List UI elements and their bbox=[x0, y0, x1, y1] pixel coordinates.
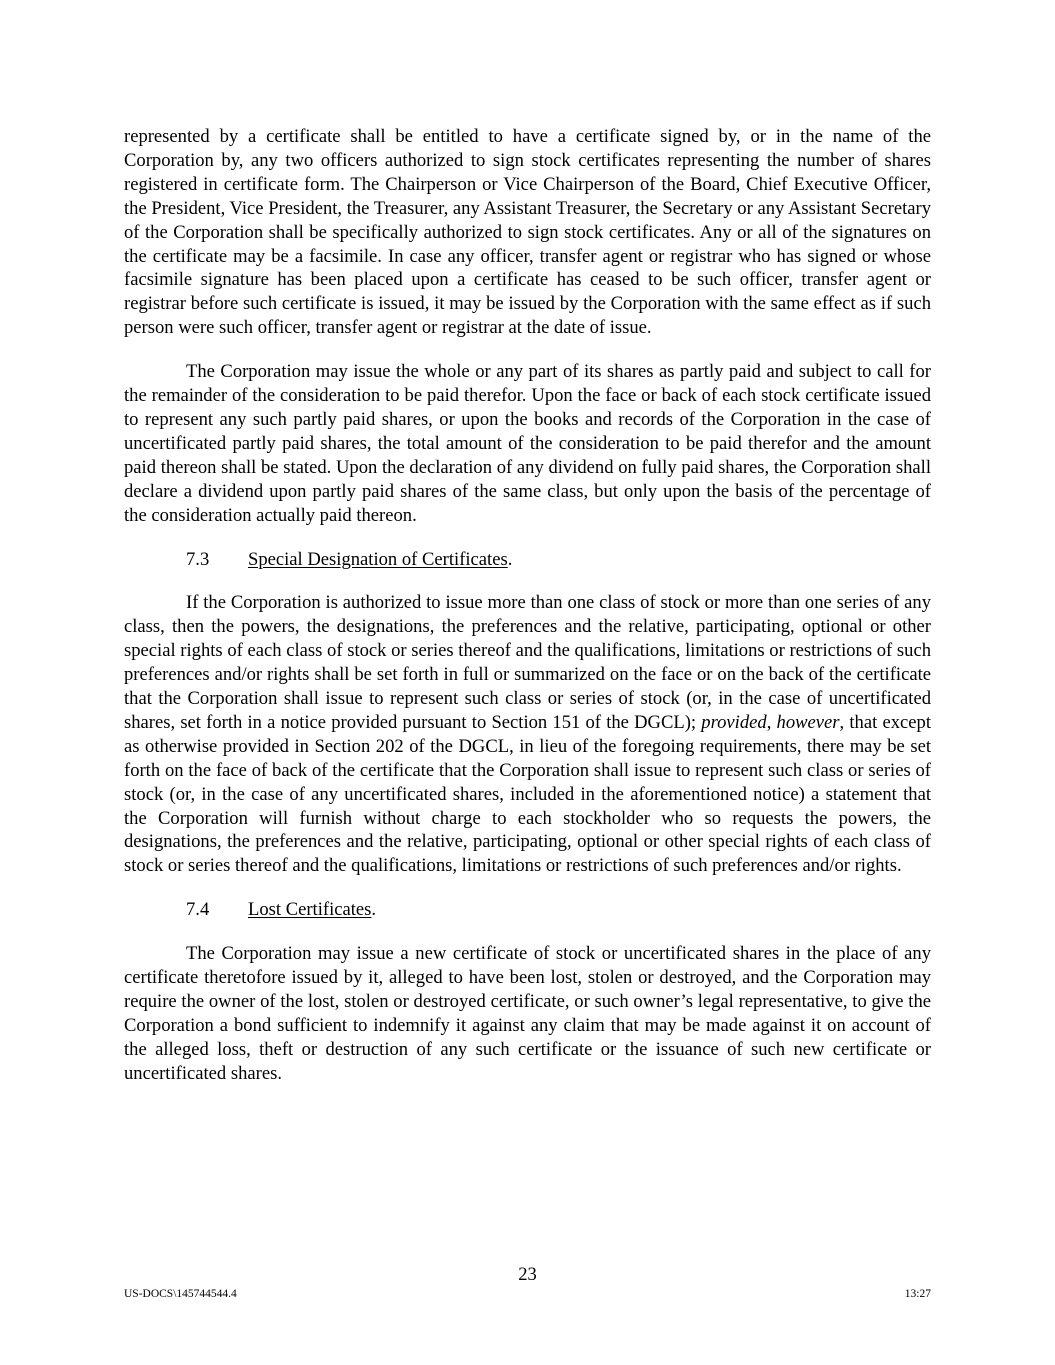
document-id: US-DOCS\145744544.4 bbox=[124, 1288, 237, 1300]
section-title: Lost Certificates bbox=[248, 899, 372, 921]
section-title: Special Designation of Certificates bbox=[248, 548, 508, 570]
section-heading-7-3 bbox=[124, 548, 931, 572]
paragraph-certificate-signing: represented by a certificate shall be entitled to have a certificate signed by, or in the name of the Corporation by, any two officers authorized to sign stock certificates representing the number of shares registered in certificate form. The Chairperson or Vice Chairperson of the Board, Chief Executive Officer, the President, Vice President, the Treasurer, any Assistant Treasurer, the Secretary or any Assistant Secretary of the Corporation shall be specifically authorized to sign stock certificates. Any or all of the signatures on the certificate may be a facsimile. In case any officer, transfer agent or registrar who has signed or whose facsimile signature has been placed upon a certificate has ceased to be such officer, transfer agent or registrar before such certificate is issued, it may be issued by the Corporation with the same effect as if such person were such officer, transfer agent or registrar at the date of issue. bbox=[124, 126, 931, 339]
italic-however: however bbox=[776, 711, 840, 733]
section-number: 7.4 bbox=[186, 899, 210, 921]
italic-provided: provided bbox=[701, 711, 767, 733]
section-title-period: . bbox=[371, 899, 377, 921]
paragraph-text: , that except as otherwise provided in Section 202 of the DGCL, in lieu of the foregoing requirements, there may be set forth on the face of back of the certificate that the Corporation shall issue to represent such class or series of stock (or, in the case of any uncertificated shares, included in the aforementioned notice) a statement that the Corporation will furnish without charge to each stockholder who so requests the powers, the designations, the preferences and the relative, participating, optional or other special rights of each class of stock or series thereof and the qualifications, limitations or restrictions of such preferences and/or rights. bbox=[124, 711, 931, 877]
paragraph-text-separator: , bbox=[766, 711, 777, 733]
section-number: 7.3 bbox=[186, 548, 210, 570]
paragraph-lost-certificates: The Corporation may issue a new certificate of stock or uncertificated shares in the place of any certificate theretofore issued by it, alleged to have been lost, stolen or destroyed, and the Corporation may require the owner of the lost, stolen or destroyed certificate, or such owner’s legal representative, to give the Corporation a bond sufficient to indemnify it against any claim that may be made against it on account of the alleged loss, theft or destruction of any such certificate or the issuance of such new certificate or uncertificated shares. bbox=[124, 943, 931, 1084]
document-body bbox=[124, 125, 931, 1106]
paragraph-special-designation bbox=[124, 591, 931, 878]
section-heading-7-4 bbox=[124, 898, 931, 922]
section-title-period: . bbox=[507, 548, 513, 570]
paragraph-partly-paid-shares: The Corporation may issue the whole or any part of its shares as partly paid and subject to call for the remainder of the consideration to be paid therefor. Upon the face or back of each stock certificate issued to represent any such partly paid shares, or upon the books and records of the Corporation in the case of uncertificated partly paid shares, the total amount of the consideration to be paid therefor and the amount paid thereon shall be stated. Upon the declaration of any dividend on fully paid shares, the Corporation shall declare a dividend upon partly paid shares of the same class, but only upon the basis of the percentage of the consideration actually paid thereon. bbox=[124, 361, 931, 526]
footer-time: 13:27 bbox=[904, 1288, 931, 1300]
paragraph-text: If the Corporation is authorized to issue more than one class of stock or more than one series of any class, then the powers, the designations, the preferences and the relative, participating, optional or other special rights of each class of stock or series thereof and the qualifications, limitations or restrictions of such preferences and/or rights shall be set forth in full or summarized on the face or on the back of the certificate that the Corporation shall issue to represent such class or series of stock (or, in the case of uncertificated shares, set forth in a notice provided pursuant to Section 151 of the DGCL); bbox=[124, 592, 931, 733]
page-number: 23 bbox=[518, 1264, 537, 1285]
